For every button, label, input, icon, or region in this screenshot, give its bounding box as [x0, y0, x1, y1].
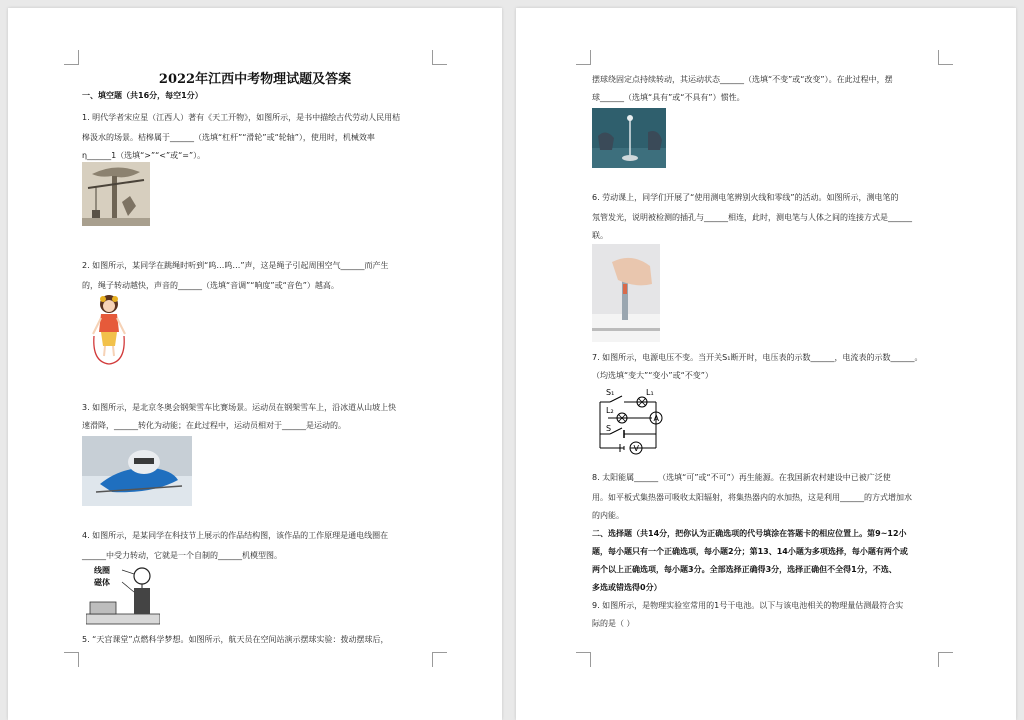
question-2-line-2: 的，绳子转动越快，声音的______（选填“音调”“响度”或“音色”）越高。 [82, 281, 339, 290]
circuit-label-l2: L₂ [606, 406, 614, 415]
question-3-line-1: 3. 如图所示，是北京冬奥会钢架雪车比赛场景。运动员在钢架雪车上，沿冰道从山坡上快 [82, 403, 397, 412]
question-9-line-1: 9. 如图所示，是物理实验室常用的1号干电池。以下与该电池相关的物理量估测最符合实 [592, 601, 904, 610]
question-5-line-2: 摆球绕固定点持续转动，其运动状态______（选填“不变”或“改变”）。在此过程中，摆 [592, 75, 893, 84]
section-heading-multiple-choice-1: 二、选择题（共14分，把你认为正确选项的代号填涂在答题卡的相应位置上。第9~12小 [592, 529, 907, 538]
corner-mark-bottom-left [576, 652, 591, 667]
circuit-label-l1: L₁ [646, 388, 654, 397]
homemade-motor-diagram [86, 564, 160, 626]
corner-mark-bottom-right [432, 652, 447, 667]
corner-mark-top-left [64, 50, 79, 65]
question-3-line-2: 速滑降，______转化为动能；在此过程中，运动员相对于______是运动的。 [82, 421, 346, 430]
question-8-line-1: 8. 太阳能属______（选填“可”或“不可”）再生能源。在我国新农村建设中已被广泛使 [592, 473, 891, 482]
document-page-right [516, 8, 1016, 720]
section-heading-multiple-choice-3: 两个以上正确选项，每小题3分。全部选择正确得3分，选择正确但不全得1分，不选、 [592, 565, 897, 574]
question-6-line-2: 氖管发光，说明被检测的插孔与______相连，此时，测电笔与人体之间的连接方式是______ [592, 213, 912, 222]
corner-mark-top-right [938, 50, 953, 65]
circuit-label-s: S [606, 424, 612, 433]
question-5-line-3: 球______（选填“具有”或“不具有”）惯性。 [592, 93, 745, 102]
document-title: 2022年江西中考物理试题及答案 [158, 72, 352, 87]
question-1-line-1: 1. 明代学者宋应星（江西人）著有《天工开物》，如图所示，是书中描绘古代劳动人民用桔 [82, 113, 401, 122]
question-4-line-1: 4. 如图所示，是某同学在科技节上展示的作品结构图，该作品的工作原理是通电线圈在 [82, 531, 389, 540]
skeleton-sled-photo [82, 436, 192, 506]
question-1-line-2: 槔汲水的场景。桔槔属于______（选填“杠杆”“滑轮”或“轮轴”），使用时，机械效率 [82, 133, 375, 142]
question-9-line-2: 际的是（ ） [592, 619, 635, 628]
question-1-line-3: η______1（选填“>”“<”或“=”）。 [82, 151, 206, 160]
question-6-line-3: 联。 [592, 231, 608, 240]
question-8-line-2: 用。如平板式集热器可吸收太阳辐射，将集热器内的水加热，这是利用______的方式增加水 [592, 493, 912, 502]
girl-jumping-rope-illustration [88, 292, 130, 366]
question-6-line-1: 6. 劳动课上，同学们开展了“使用测电笔辨别火线和零线”的活动。如图所示，测电笔的 [592, 193, 899, 202]
motor-coil-label: 线圈 [94, 566, 110, 575]
question-2-line-1: 2. 如图所示，某同学在跳绳时听到“呜…呜…”声，这是绳子引起周围空气______而产生 [82, 261, 389, 270]
section-heading-fill-in: 一、填空题（共16分，每空1分） [82, 91, 203, 100]
circuit-diagram [596, 386, 676, 462]
question-7-line-1: 7. 如图所示，电源电压不变。当开关S₁断开时，电压表的示数______，电流表的示数______。 [592, 353, 923, 362]
circuit-label-s1: S₁ [606, 388, 615, 397]
corner-mark-bottom-left [64, 652, 79, 667]
question-4-line-2: ______中受力转动，它就是一个自制的______机模型图。 [82, 551, 282, 560]
section-heading-multiple-choice-2: 题，每小题只有一个正确选项，每小题2分；第13、14小题为多项选择，每小题有两个或 [592, 547, 908, 556]
document-page-left [8, 8, 502, 720]
corner-mark-top-left [576, 50, 591, 65]
question-8-line-3: 的内能。 [592, 511, 624, 520]
circuit-label-voltmeter: V [633, 444, 639, 453]
circuit-label-ammeter: A [653, 414, 659, 423]
test-pen-socket-photo [592, 244, 660, 342]
corner-mark-top-right [432, 50, 447, 65]
question-5-line-1: 5. “天宫课堂”点燃科学梦想。如图所示，航天员在空间站演示摆球实验：拨动摆球后， [82, 635, 389, 644]
section-heading-multiple-choice-4: 多选或错选得0分） [592, 583, 662, 592]
corner-mark-bottom-right [938, 652, 953, 667]
well-sweep-illustration [82, 162, 150, 226]
question-7-line-2: （均选填“变大”“变小”或“不变”） [592, 371, 713, 380]
motor-magnet-label: 磁体 [94, 578, 110, 587]
space-station-pendulum-photo [592, 108, 666, 168]
